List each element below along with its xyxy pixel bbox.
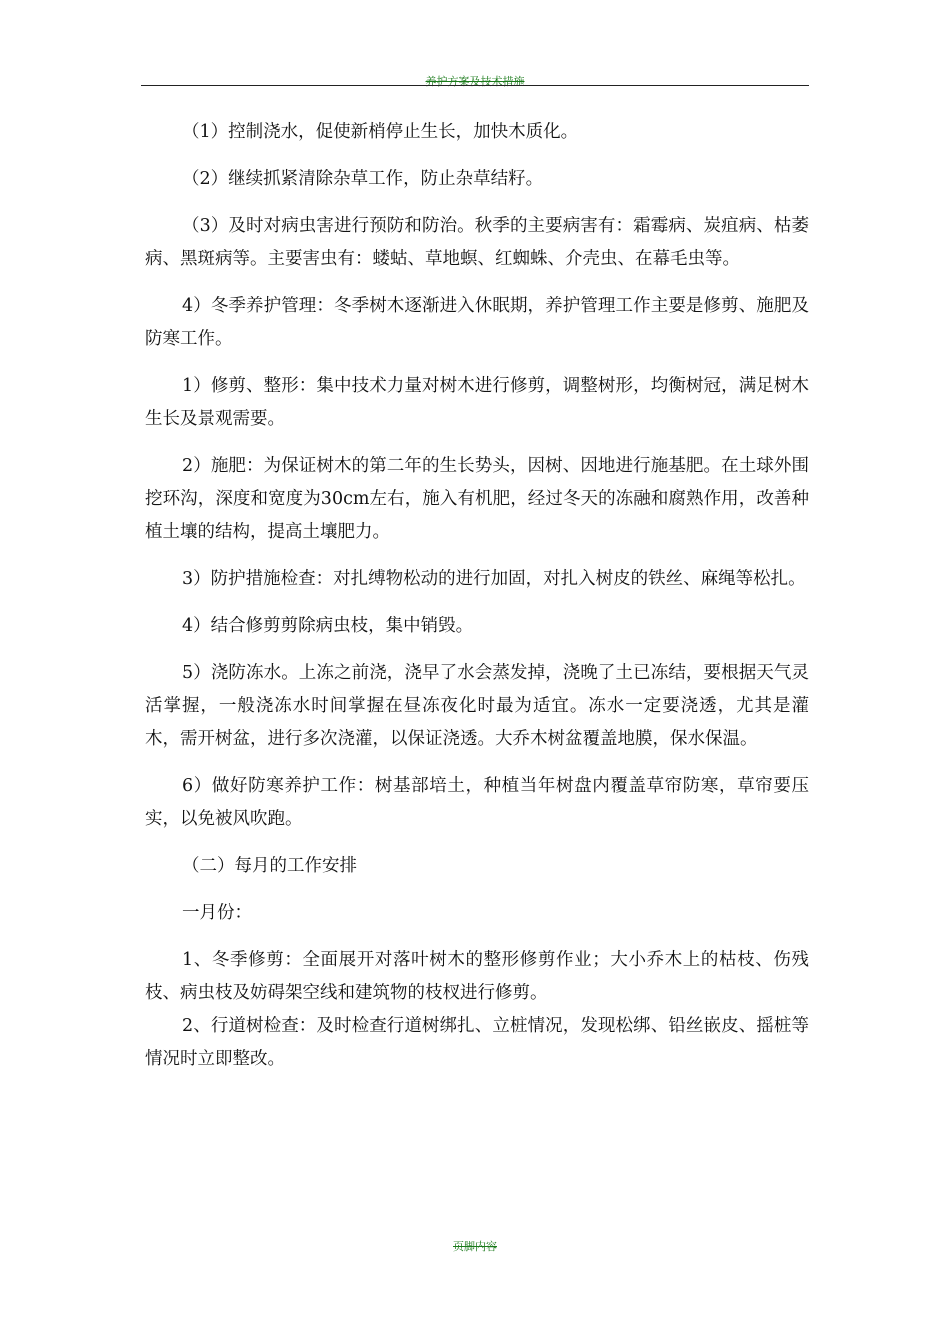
section-heading: （二）每月的工作安排: [182, 856, 357, 876]
document-body: [145, 116, 809, 1076]
paragraph: 6）做好防寒养护工作：树基部培土，种植当年树盘内覆盖草帘防寒，草帘要压实，以免被风吹跑。: [145, 776, 809, 829]
paragraph: （1）控制浇水，促使新梢停止生长，加快木质化。: [182, 122, 579, 142]
paragraph: （3）及时对病虫害进行预防和防治。秋季的主要病害有：霜霉病、炭疽病、枯萎病、黑斑病等。主要害虫有：蝼蛄、草地螟、红蜘蛛、介壳虫、在幕毛虫等。: [145, 216, 809, 269]
paragraph: 2）施肥：为保证树木的第二年的生长势头，因树、因地进行施基肥。在土球外围挖环沟，深度和宽度为30cm左右，施入有机肥，经过冬天的冻融和腐熟作用，改善种植土壤的结构，提高土壤肥力。: [145, 456, 809, 542]
paragraph: 2、行道树检查：及时检查行道树绑扎、立桩情况，发现松绑、铅丝嵌皮、摇桩等情况时立即整改。: [145, 1016, 809, 1069]
paragraph: 4）冬季养护管理：冬季树木逐渐进入休眠期，养护管理工作主要是修剪、施肥及防寒工作。: [145, 296, 809, 349]
page-header-title: 养护方案及技术措施: [425, 75, 525, 88]
paragraph: （2）继续抓紧清除杂草工作，防止杂草结籽。: [182, 169, 544, 189]
paragraph: 1、冬季修剪：全面展开对落叶树木的整形修剪作业；大小乔木上的枯枝、伤残枝、病虫枝及妨碍架空线和建筑物的枝杈进行修剪。: [145, 950, 809, 1003]
paragraph: 3）防护措施检查：对扎缚物松动的进行加固，对扎入树皮的铁丝、麻绳等松扎。: [182, 569, 806, 589]
paragraph: 5）浇防冻水。上冻之前浇，浇早了水会蒸发掉，浇晚了土已冻结，要根据天气灵活掌握，一般浇冻水时间掌握在昼冻夜化时最为适宜。冻水一定要浇透，尤其是灌木，需开树盆，进行多次浇灌，以保证浇透。大乔木树盆覆盖地膜，保水保温。: [145, 663, 809, 749]
paragraph: 4）结合修剪剪除病虫枝，集中销毁。: [182, 616, 474, 636]
paragraph: 1）修剪、整形：集中技术力量对树木进行修剪，调整树形，均衡树冠，满足树木生长及景观需要。: [145, 376, 809, 429]
header-divider: [141, 85, 809, 86]
page-footer: 页脚内容: [453, 1240, 497, 1253]
month-heading: 一月份：: [182, 903, 252, 923]
